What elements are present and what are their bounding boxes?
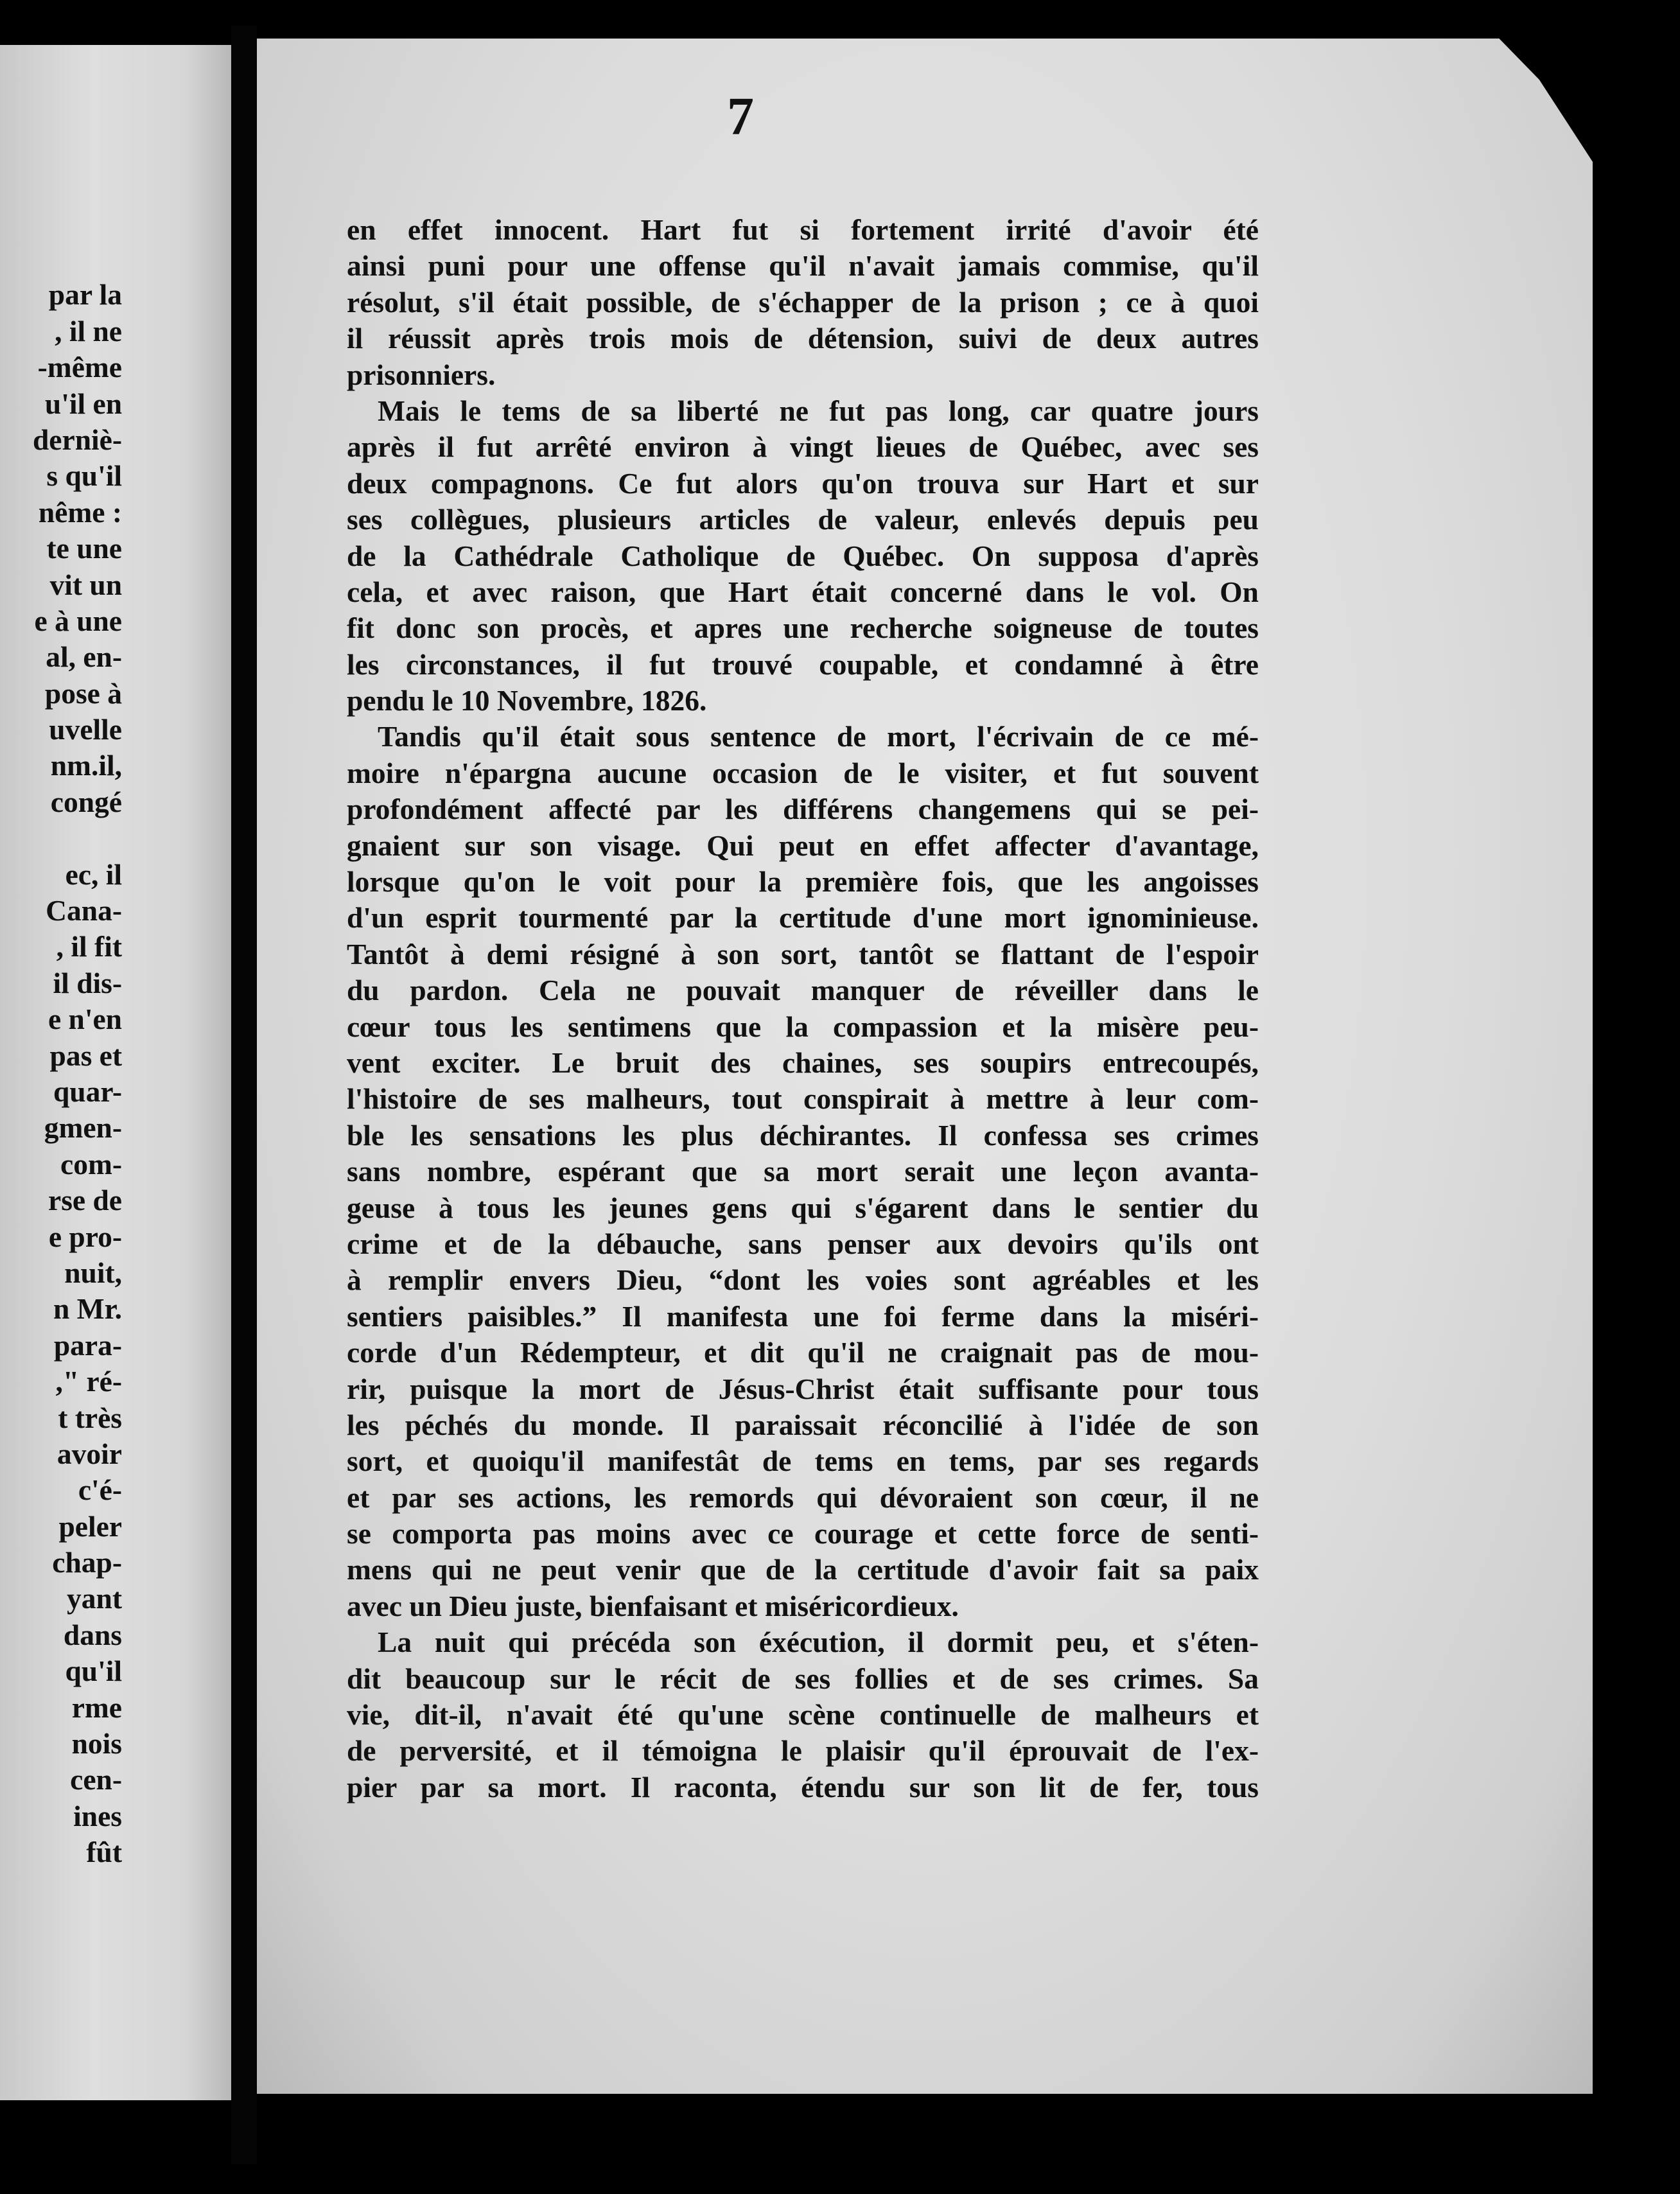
left-page-fragment: peler [58, 1509, 122, 1543]
text-line: rir, puisque la mort de Jésus-Christ était suffisante pour tous [347, 1372, 1259, 1405]
text-line: vent exciter. Le bruit des chaines, ses soupirs entrecoupés, [347, 1046, 1259, 1079]
text-line: moire n'épargna aucune occasion de le visiter, et fut souvent [347, 756, 1259, 789]
left-page-fragment: e n'en [48, 1003, 122, 1036]
text-line: geuse à tous les jeunes gens qui s'égarent dans le sentier du [347, 1191, 1259, 1224]
left-page-fragment: e pro- [48, 1220, 122, 1253]
left-page-fragment: e à une [34, 604, 122, 637]
text-line: pendu le 10 Novembre, 1826. [347, 684, 707, 717]
left-page-fragment: avoir [57, 1437, 122, 1470]
text-line: de la Cathédrale Catholique de Québec. On supposa d'après [347, 539, 1259, 572]
left-page-fragment: u'il en [44, 387, 122, 420]
text-line: de perversité, et il témoigna le plaisir qu'il éprouvait de l'ex- [347, 1734, 1259, 1768]
left-page-fragment: vit un [49, 568, 122, 601]
left-page-fragment: nois [71, 1727, 122, 1760]
left-page-fragment: dans [63, 1618, 122, 1651]
left-page-fragment [0, 820, 122, 856]
left-page-fragment: c'é- [78, 1473, 122, 1507]
text-line: du pardon. Cela ne pouvait manquer de réveiller dans le [347, 974, 1259, 1007]
left-page-fragment: derniè- [33, 423, 122, 456]
left-page-fragment: rme [71, 1690, 122, 1724]
text-line: dit beaucoup sur le récit de ses follies et de ses crimes. Sa [347, 1662, 1259, 1695]
left-page-fragment: rse de [48, 1184, 122, 1217]
left-page-fragment: nuit, [64, 1256, 122, 1289]
text-line: Tantôt à demi résigné à son sort, tantôt se flattant de l'espoir [347, 937, 1259, 970]
text-line: crime et de la débauche, sans penser aux devoirs qu'ils ont [347, 1227, 1259, 1260]
body-text [347, 212, 1259, 1805]
text-line: pier par sa mort. Il raconta, étendu sur son lit de fer, tous [347, 1770, 1259, 1803]
text-line: ble les sensations les plus déchirantes. Il confessa ses crimes [347, 1118, 1259, 1152]
text-line: d'un esprit tourmenté par la certitude d'une mort ignominieuse. [347, 901, 1259, 935]
text-line: corde d'un Rédempteur, et dit qu'il ne craignait pas de mou- [347, 1336, 1259, 1369]
left-page-fragment: ines [73, 1799, 122, 1832]
left-page-text-fragments [0, 241, 122, 1871]
text-line: vie, dit-il, n'avait été qu'une scène continuelle de malheurs et [347, 1698, 1259, 1732]
text-line: cœur tous les sentimens que la compassion et la misère peu- [347, 1010, 1259, 1043]
left-page-fragment: yant [67, 1582, 122, 1615]
text-line: et par ses actions, les remords qui dévoraient son cœur, il ne [347, 1480, 1259, 1514]
text-line: Tandis qu'il était sous sentence de mort, l'écrivain de ce mé- [378, 720, 1259, 753]
text-line: après il fut arrêté environ à vingt lieues de Québec, avec ses [347, 430, 1259, 464]
text-line: gnaient sur son visage. Qui peut en effet affecter d'avantage, [347, 829, 1259, 862]
page-number: 7 [727, 87, 754, 146]
left-page-fragment: ec, il [65, 857, 122, 891]
left-page-fragment: te une [46, 532, 122, 565]
text-line: se comporta pas moins avec ce courage et cette force de senti- [347, 1517, 1259, 1550]
left-page-fragment [0, 241, 122, 277]
left-page-fragment: nm.il, [50, 749, 122, 782]
left-page-fragment: al, en- [46, 640, 122, 674]
left-page-fragment: gmen- [44, 1111, 122, 1145]
left-page-fragment: com- [60, 1147, 122, 1180]
text-line: l'histoire de ses malheurs, tout conspirait à mettre à leur com- [347, 1082, 1259, 1116]
text-line: sentiers paisibles.” Il manifesta une foi ferme dans la miséri- [347, 1299, 1259, 1333]
text-line: ses collègues, plusieurs articles de valeur, enlevés depuis peu [347, 503, 1259, 536]
left-page-fragment: congé [50, 785, 122, 818]
left-page-fragment: s qu'il [46, 459, 122, 493]
left-page-fragment: pas et [49, 1039, 122, 1072]
text-line: à remplir envers Dieu, “dont les voies sont agréables et les [347, 1263, 1259, 1297]
text-line: les circonstances, il fut trouvé coupable, et condamné à être [347, 647, 1259, 681]
left-page-fragment: , il ne [55, 314, 122, 347]
left-page-fragment: nême : [38, 495, 122, 529]
left-page-fragment: ," ré- [55, 1365, 122, 1398]
text-line: les péchés du monde. Il paraissait réconcilié à l'idée de son [347, 1408, 1259, 1441]
left-page-fragment: par la [48, 278, 122, 312]
text-line: avec un Dieu juste, bienfaisant et miséricordieux. [347, 1589, 959, 1622]
left-page-fragment: pose à [44, 676, 122, 710]
text-line: La nuit qui précéda son éxécution, il dormit peu, et s'éten- [378, 1626, 1259, 1659]
left-page-fragment: chap- [52, 1546, 122, 1579]
text-line: résolut, s'il était possible, de s'échapper de la prison ; ce à quoi [347, 285, 1259, 319]
text-line: en effet innocent. Hart fut si fortement irrité d'avoir été [347, 213, 1259, 246]
text-line: il réussit après trois mois de détension, suivi de deux autres [347, 322, 1259, 355]
text-line: sans nombre, espérant que sa mort serait une leçon avanta- [347, 1155, 1259, 1188]
left-page-fragment: uvelle [49, 713, 122, 746]
left-page-fragment: il dis- [53, 966, 122, 999]
book-gutter [231, 26, 257, 2164]
text-line: cela, et avec raison, que Hart était concerné dans le vol. On [347, 575, 1259, 608]
text-line: fit donc son procès, et apres une recherche soigneuse de toutes [347, 611, 1259, 645]
left-page-fragment: n Mr. [53, 1292, 122, 1326]
left-page-fragment: para- [53, 1328, 122, 1362]
left-page-fragment: cen- [70, 1763, 122, 1796]
text-line: prisonniers. [347, 358, 496, 391]
left-page-fragment: -même [37, 351, 122, 384]
text-line: Mais le tems de sa liberté ne fut pas long, car quatre jours [378, 394, 1259, 427]
text-line: sort, et quoiqu'il manifestât de tems en tems, par ses regards [347, 1444, 1259, 1478]
text-line: mens qui ne peut venir que de la certitude d'avoir fait sa paix [347, 1553, 1259, 1586]
left-page-fragment: Cana- [46, 894, 122, 927]
text-line: deux compagnons. Ce fut alors qu'on trouva sur Hart et sur [347, 466, 1259, 500]
left-page-fragment: fût [86, 1836, 122, 1869]
text-line: lorsque qu'on le voit pour la première fois, que les angoisses [347, 865, 1259, 899]
left-page-fragment: quar- [53, 1075, 122, 1108]
text-line: profondément affecté par les différens changemens qui se pei- [347, 793, 1259, 826]
text-line: ainsi puni pour une offense qu'il n'avait jamais commise, qu'il [347, 249, 1259, 283]
left-page-fragment: , il fit [56, 930, 122, 963]
left-facing-page [0, 45, 231, 2100]
left-page-fragment: qu'il [65, 1654, 122, 1688]
left-page-fragment: t très [58, 1401, 122, 1434]
